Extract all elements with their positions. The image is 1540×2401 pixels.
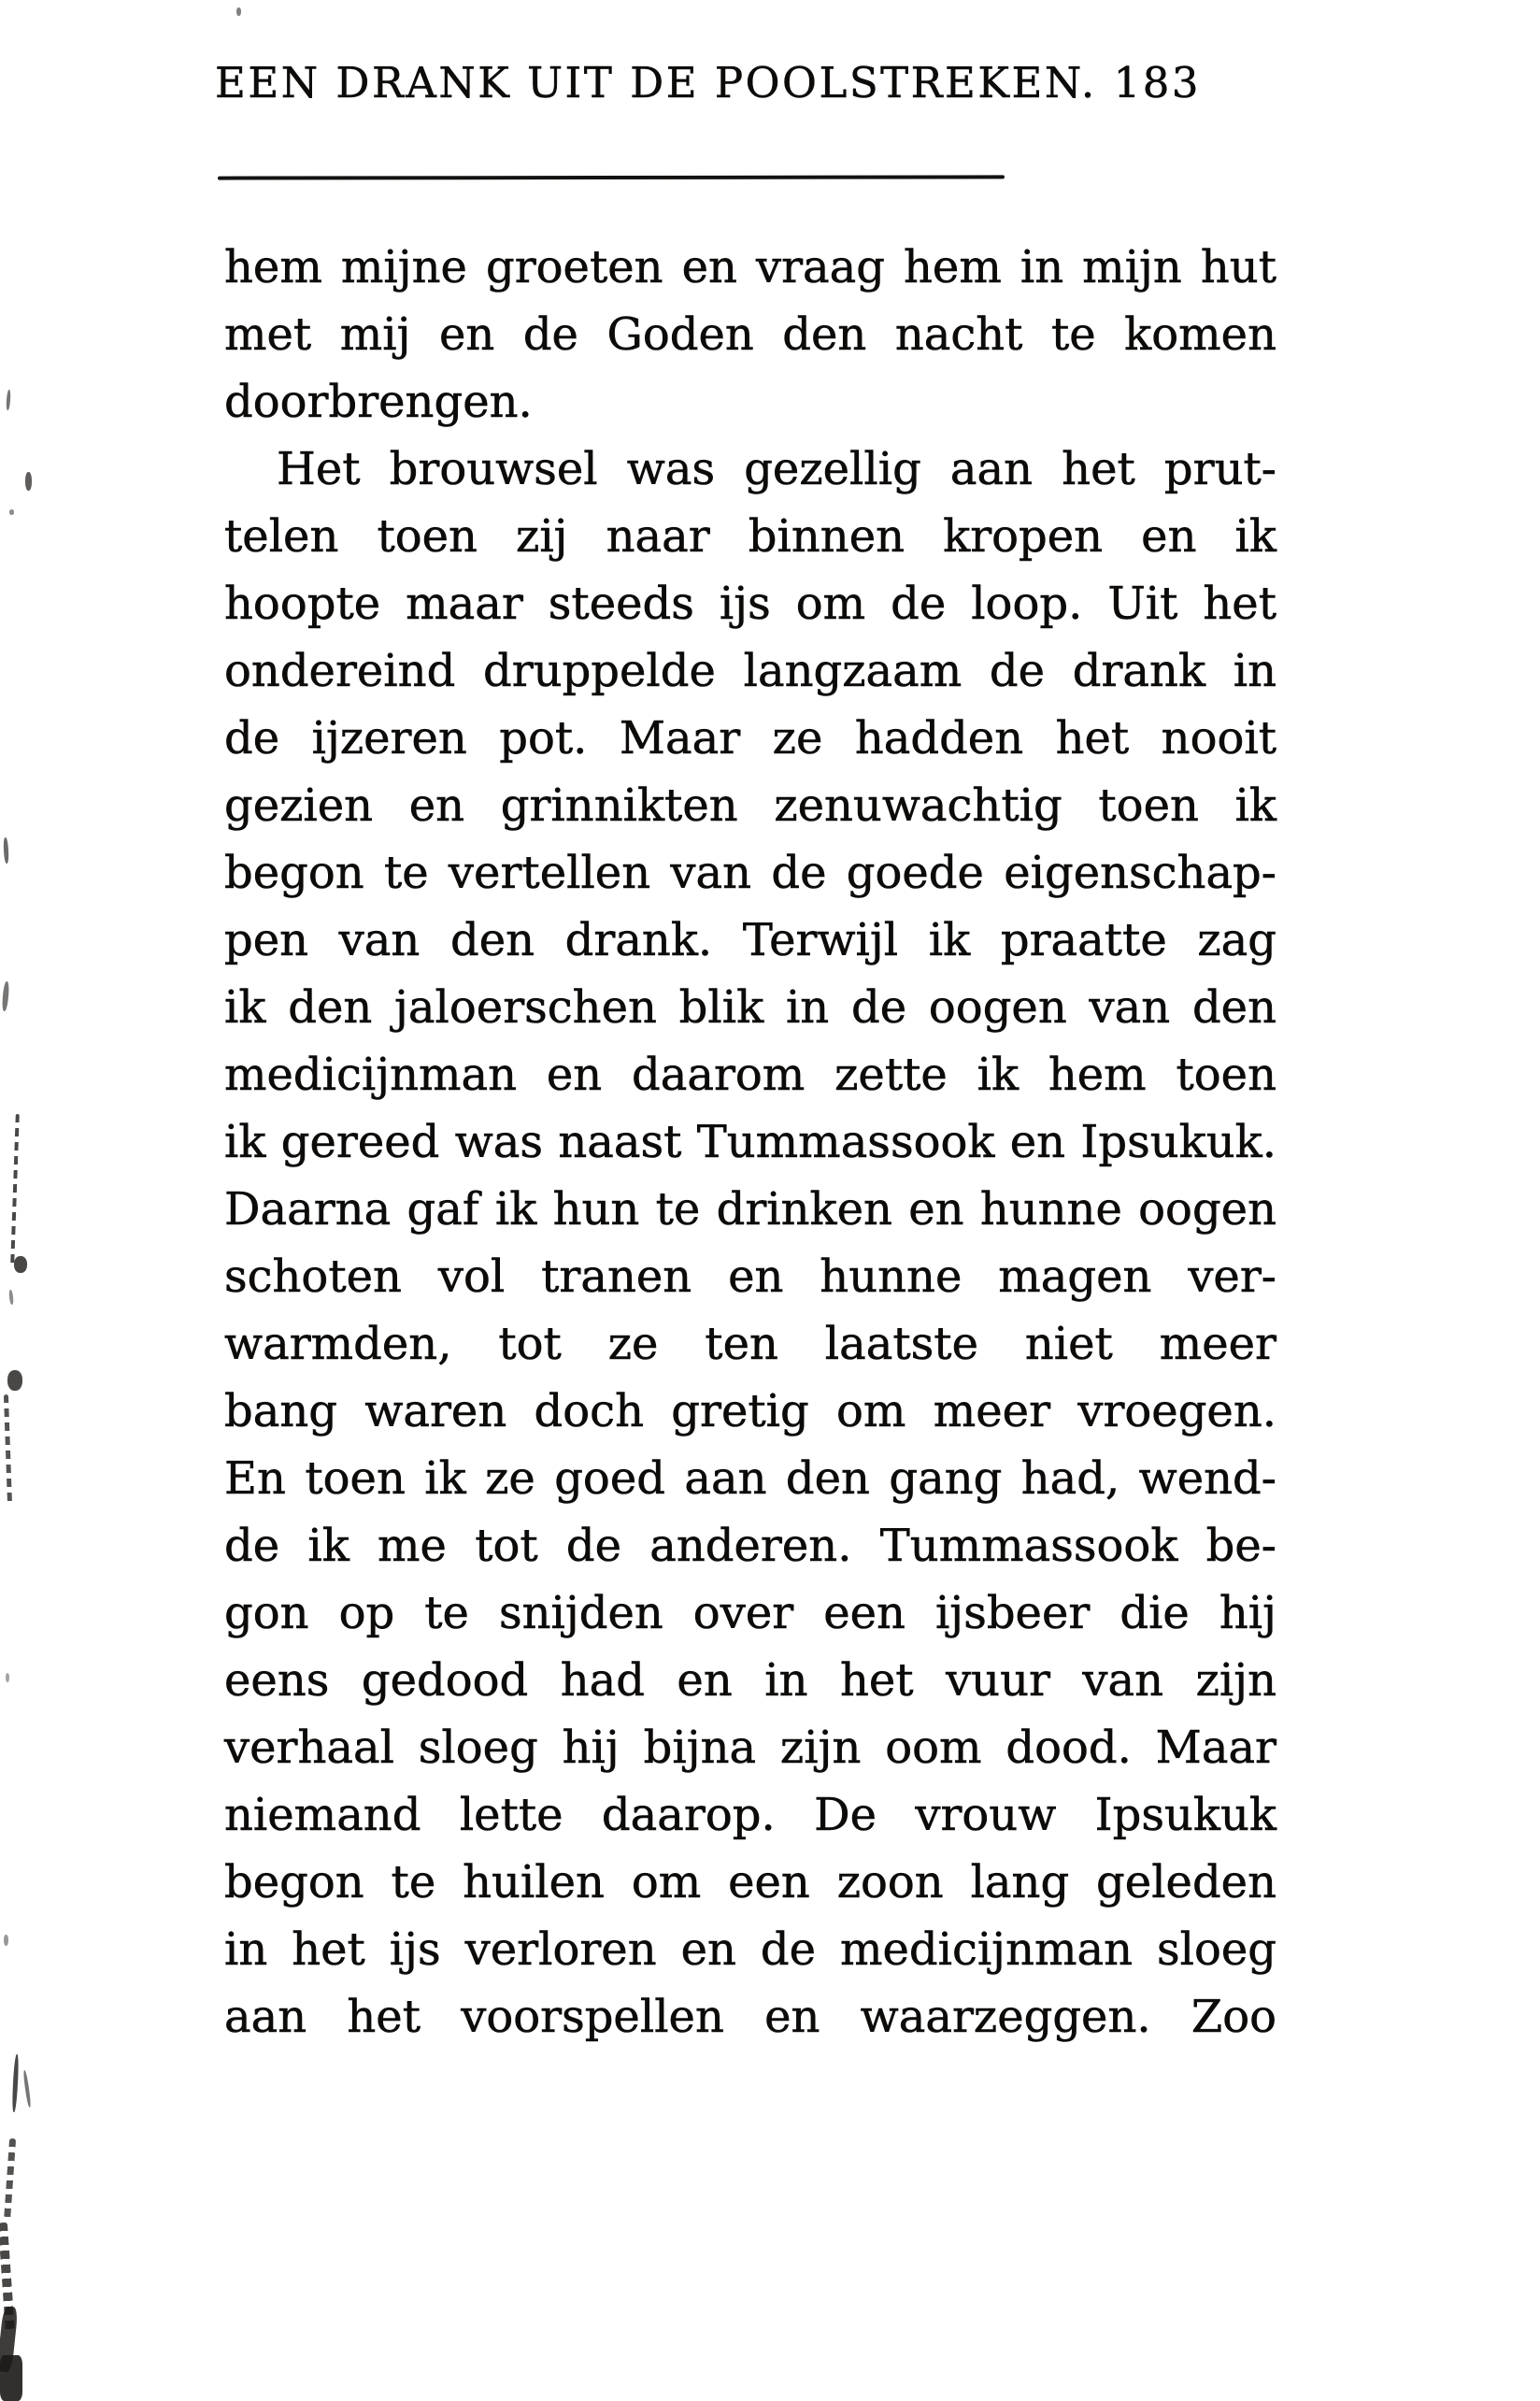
scan-artifact bbox=[4, 1935, 8, 1946]
text-line: Daarna gaf ik hun te drinken en hunne oogen bbox=[224, 1183, 1276, 1236]
scan-artifact bbox=[22, 2070, 32, 2108]
text-line: telen toen zij naar binnen kropen en ik bbox=[224, 510, 1276, 563]
text-line: de ijzeren pot. Maar ze hadden het nooit bbox=[224, 712, 1276, 765]
text-line: niemand lette daarop. De vrouw Ipsukuk bbox=[224, 1789, 1276, 1841]
text-line: aan het voorspellen en waarzeggen. Zoo bbox=[224, 1991, 1276, 2043]
text-line: gon op te snijden over een ijsbeer die hij bbox=[224, 1587, 1276, 1639]
text-line: verhaal sloeg hij bijna zijn oom dood. Maar bbox=[224, 1722, 1276, 1774]
scan-artifact bbox=[25, 472, 32, 491]
text-line: hem mijne groeten en vraag hem in mijn hut bbox=[224, 241, 1276, 293]
text-line: pen van den drank. Terwijl ik praatte zag bbox=[224, 914, 1276, 966]
scan-artifact bbox=[6, 1673, 9, 1682]
scan-artifact bbox=[6, 390, 11, 410]
scan-artifact bbox=[3, 837, 8, 864]
running-head-title: EEN DRANK UIT DE POOLSTREKEN. bbox=[215, 58, 1097, 107]
scan-artifact bbox=[9, 509, 14, 515]
text-line: begon te vertellen van de goede eigenschap- bbox=[224, 847, 1276, 899]
text-line: eens gedood had en in het vuur van zijn bbox=[224, 1654, 1276, 1707]
scan-artifact bbox=[7, 1370, 22, 1391]
text-line: bang waren doch gretig om meer vroegen. bbox=[224, 1385, 1276, 1437]
text-line: En toen ik ze goed aan den gang had, wend- bbox=[224, 1452, 1276, 1505]
text-line: begon te huilen om een zoon lang geleden bbox=[224, 1856, 1276, 1908]
text-line: schoten vol tranen en hunne magen ver- bbox=[224, 1251, 1276, 1303]
text-line: de ik me tot de anderen. Tummassook be- bbox=[224, 1520, 1276, 1572]
text-line: met mij en de Goden den nacht te komen bbox=[224, 308, 1276, 361]
text-line: ik gereed was naast Tummassook en Ipsukuk. bbox=[224, 1116, 1276, 1168]
scan-artifact bbox=[10, 1114, 20, 1264]
text-line: medicijnman en daarom zette ik hem toen bbox=[224, 1049, 1276, 1101]
running-head bbox=[215, 58, 1202, 107]
scan-artifact bbox=[0, 2355, 22, 2401]
scan-artifact bbox=[4, 1394, 12, 1507]
text-line: doorbrengen. bbox=[224, 376, 533, 428]
scan-artifact bbox=[11, 2054, 19, 2112]
scan-artifact bbox=[8, 1290, 14, 1305]
body-text-column bbox=[224, 234, 1276, 2051]
text-line: ik den jaloerschen blik in de oogen van den bbox=[224, 981, 1276, 1034]
text-line: Het brouwsel was gezellig aan het prut- bbox=[277, 443, 1276, 495]
scan-artifact bbox=[2, 981, 10, 1011]
page-number: 183 bbox=[1113, 58, 1202, 107]
text-line: hoopte maar steeds ijs om de loop. Uit het bbox=[224, 578, 1276, 630]
scan-artifact bbox=[4, 2138, 16, 2222]
scan-artifact bbox=[236, 7, 241, 16]
text-line: warmden, tot ze ten laatste niet meer bbox=[224, 1318, 1276, 1370]
text-line: ondereind druppelde langzaam de drank in bbox=[224, 645, 1276, 697]
text-line: gezien en grinnikten zenuwachtig toen ik bbox=[224, 779, 1276, 832]
header-rule bbox=[218, 175, 1005, 179]
scan-artifact bbox=[14, 1256, 27, 1273]
text-line: in het ijs verloren en de medicijnman sloeg bbox=[224, 1923, 1276, 1976]
